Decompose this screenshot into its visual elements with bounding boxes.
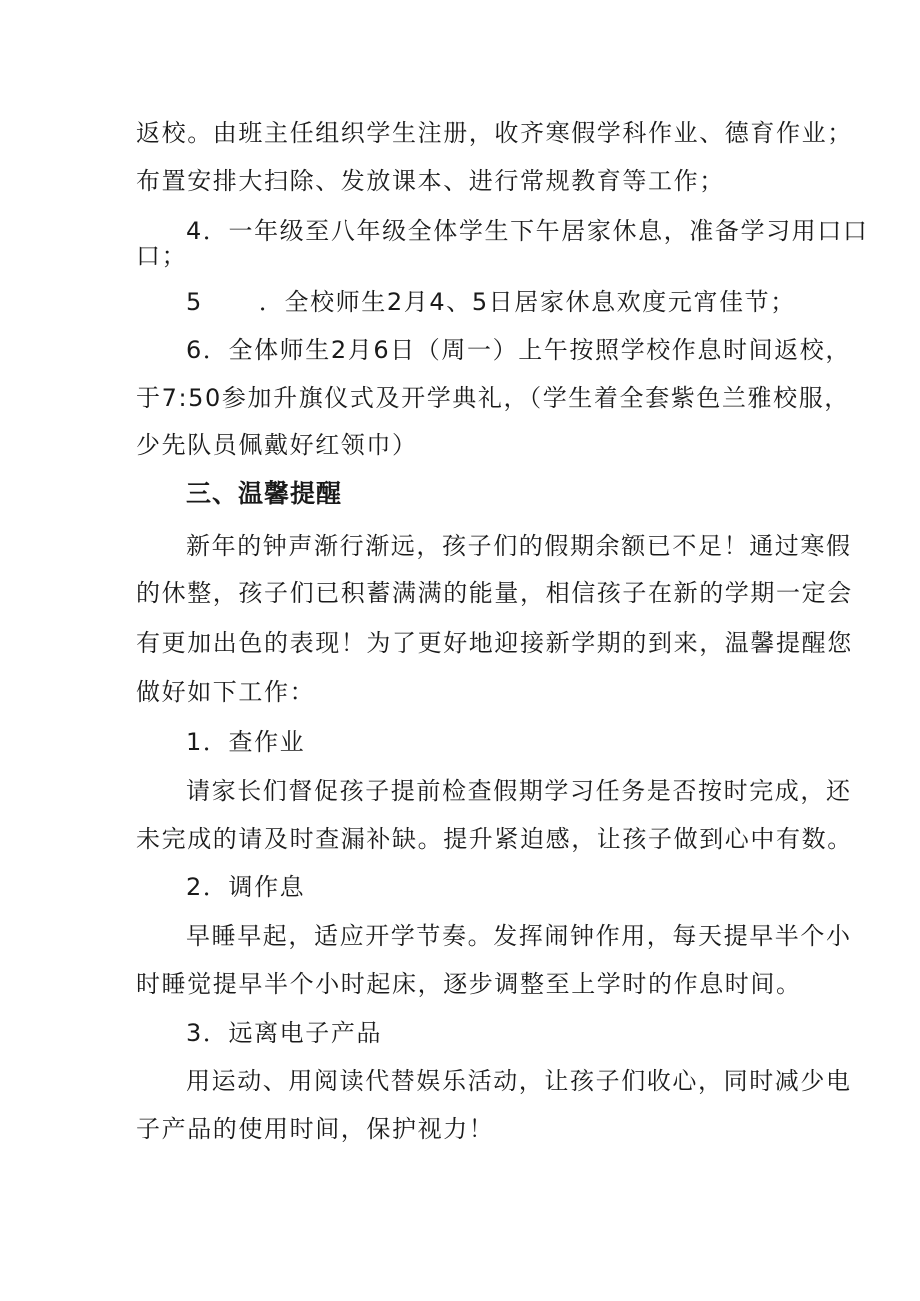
list-item-6: 6．全体师生2月6日（周一）上午按照学校作息时间返校， [186, 336, 852, 364]
subheading-1: 1．查作业 [186, 728, 306, 756]
subheading-2: 2．调作息 [186, 873, 306, 901]
list-item-5 [186, 287, 796, 317]
paragraph-line: 时睡觉提早半个小时起床，逐步调整至上学时的作息时间。 [136, 970, 802, 998]
text-line: 口； [136, 242, 188, 270]
list-item-4: 4．一年级至八年级全体学生下午居家休息，准备学习用口口 [186, 217, 869, 245]
text-line: 返校。由班主任组织学生注册，收齐寒假学科作业、德育作业； [136, 119, 853, 147]
text-line: 少先队员佩戴好红领巾） [136, 431, 418, 459]
section-heading: 三、温馨提醒 [186, 479, 343, 508]
paragraph-line: 用运动、用阅读代替娱乐活动，让孩子们收心，同时减少电 [186, 1067, 852, 1095]
list-item-text: ．全校师生2月4、5日居家休息欢度元宵佳节； [258, 288, 796, 316]
paragraph-line: 有更加出色的表现！为了更好地迎接新学期的到来，温馨提醒您 [136, 629, 853, 657]
paragraph-line: 早睡早起，适应开学节奏。发挥闹钟作用，每天提早半个小 [186, 922, 852, 950]
paragraph-line: 请家长们督促孩子提前检查假期学习任务是否按时完成，还 [186, 777, 852, 805]
paragraph-line: 未完成的请及时查漏补缺。提升紧迫感，让孩子做到心中有数。 [136, 825, 853, 853]
paragraph-line: 子产品的使用时间，保护视力！ [136, 1115, 495, 1143]
subheading-3: 3．远离电子产品 [186, 1019, 383, 1047]
list-number: 5 [186, 288, 203, 316]
paragraph-line: 做好如下工作： [136, 678, 316, 706]
text-line: 于7:50参加升旗仪式及开学典礼，（学生着全套紫色兰雅校服， [136, 384, 850, 412]
text-line: 布置安排大扫除、发放课本、进行常规教育等工作； [136, 167, 725, 195]
paragraph-line: 新年的钟声渐行渐远，孩子们的假期余额已不足！通过寒假 [186, 532, 852, 560]
paragraph-line: 的休整，孩子们已积蓄满满的能量，相信孩子在新的学期一定会 [136, 579, 853, 607]
